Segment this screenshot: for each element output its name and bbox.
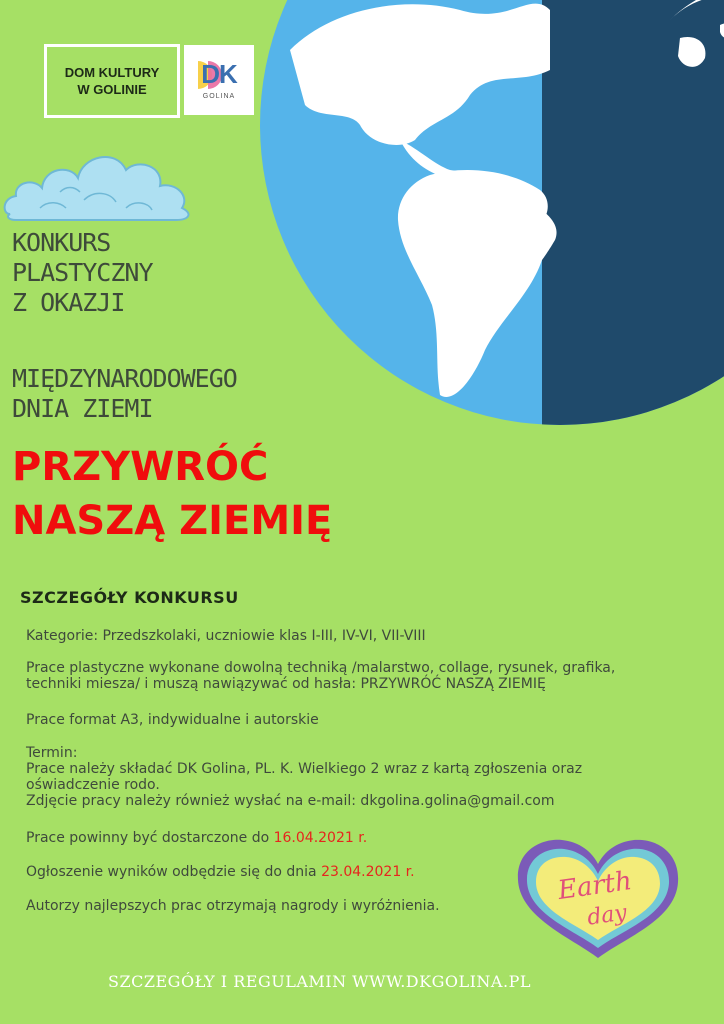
footer-link[interactable]: SZCZEGÓŁY I REGULAMIN WWW.DKGOLINA.PL [108, 972, 531, 991]
logo-line2: W GOLINIE [77, 82, 147, 97]
earth-day-heart-badge [512, 834, 684, 964]
details-termin-label: Termin: [26, 745, 78, 761]
details-sklad-line1: Prace należy składać DK Golina, PL. K. Wielkiego 2 wraz z kartą zgłoszenia oraz [26, 761, 583, 777]
dk-letters: DK [201, 59, 237, 89]
slogan-block [12, 440, 332, 548]
title-block-2 [12, 364, 237, 424]
title-line-3: Z OKAZJI [12, 288, 125, 317]
logo-line1: DOM KULTURY [64, 65, 160, 80]
title-line-5: DNIA ZIEMI [12, 394, 153, 423]
details-zdjecie: Zdjęcie pracy należy również wysłać na e-mail: dkgolina.golina@gmail.com [26, 793, 555, 809]
details-termin [26, 745, 716, 809]
badge-day: day [585, 900, 629, 931]
dostarczone-date: 16.04.2021 r. [273, 830, 368, 846]
title-line-1: KONKURS [12, 228, 111, 257]
title-line-2: PLASTYCZNY [12, 258, 153, 287]
ogloszenie-date: 23.04.2021 r. [321, 864, 415, 880]
details-heading: SZCZEGÓŁY KONKURSU [20, 588, 239, 607]
dk-sub: GOLINA [202, 93, 236, 100]
ogloszenie-text: Ogłoszenie wyników odbędzie się do dnia [26, 864, 322, 880]
details-format: Prace format A3, indywidualne i autorskie [26, 712, 319, 728]
details-prace-line1: Prace plastyczne wykonane dowolną techniką /malarstwo, collage, rysunek, grafika, [26, 660, 616, 676]
earth-globe-illustration [250, 0, 724, 430]
title-block [12, 228, 153, 318]
dom-kultury-logo [44, 44, 180, 118]
details-prace-line2: techniki miesza/ i muszą nawiązywać od hasła: PRZYWRÓĆ NASZĄ ZIEMIĘ [26, 676, 546, 692]
slogan-line-1: PRZYWRÓĆ [12, 444, 269, 490]
details-prace [26, 660, 716, 692]
dk-golina-logo [184, 45, 254, 115]
details-kategorie: Kategorie: Przedszkolaki, uczniowie klas I-III, IV-VI, VII-VIII [26, 628, 426, 644]
dostarczone-text: Prace powinny być dostarczone do [26, 830, 274, 846]
badge-earth: Earth [556, 866, 634, 907]
details-sklad-line2: oświadczenie rodo. [26, 777, 160, 793]
slogan-line-2: NASZĄ ZIEMIĘ [12, 498, 333, 544]
title-line-4: MIĘDZYNARODOWEGO [12, 364, 237, 393]
details-nagrody: Autorzy najlepszych prac otrzymają nagrody i wyróżnienia. [26, 898, 440, 914]
cloud-illustration [0, 142, 200, 224]
